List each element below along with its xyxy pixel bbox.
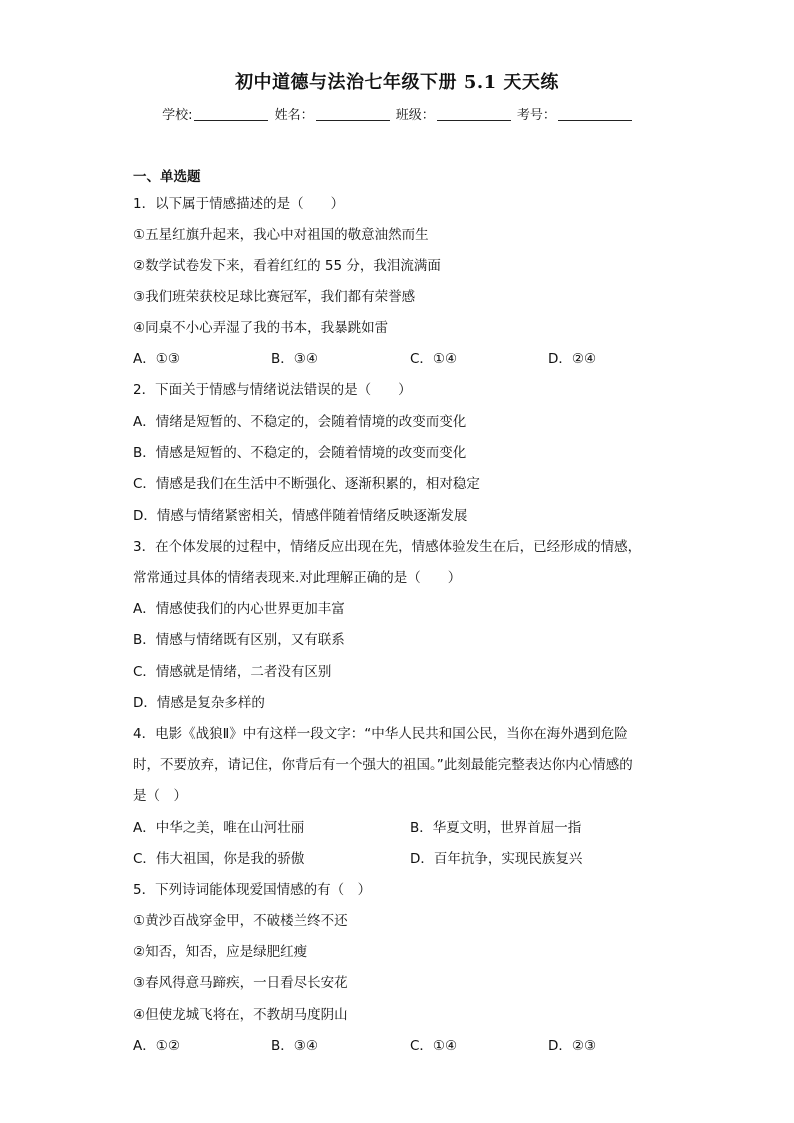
question-1-statement: ④同桌不小心弄湿了我的书本，我暴跳如雷 — [133, 320, 389, 336]
question-3-option-c[interactable]: C．情感就是情绪，二者没有区别 — [133, 664, 332, 680]
question-1-option-d[interactable]: D．②④ — [548, 351, 597, 367]
question-5-statement: ③春风得意马蹄疾，一日看尽长安花 — [133, 975, 348, 991]
exam-number-blank[interactable] — [558, 108, 632, 121]
name-field — [275, 104, 390, 123]
question-4-option-c[interactable]: C．伟大祖国，你是我的骄傲 — [133, 851, 305, 867]
exam-number-label: 考号： — [516, 108, 556, 123]
question-5-statement: ④但使龙城飞将在，不教胡马度阴山 — [133, 1007, 348, 1023]
question-2-option-d[interactable]: D．情感与情绪紧密相关，情感伴随着情绪反映逐渐发展 — [133, 508, 468, 524]
class-label: 班级： — [395, 108, 435, 123]
question-4-stem-continued: 时，不要放弃，请记住，你背后有一个强大的祖国。”此刻最能完整表达你内心情感的 — [133, 757, 633, 773]
name-blank[interactable] — [316, 108, 390, 121]
question-3-stem-continued: 常常通过具体的情绪表现来.对此理解正确的是（ ） — [133, 570, 462, 586]
page-title: 初中道德与法治七年级下册 5.1 天天练 — [235, 72, 559, 93]
question-5-option-b[interactable]: B．③④ — [271, 1038, 318, 1054]
question-5-statement: ①黄沙百战穿金甲，不破楼兰终不还 — [133, 913, 348, 929]
question-3-option-d[interactable]: D．情感是复杂多样的 — [133, 695, 265, 711]
question-2-option-c[interactable]: C．情感是我们在生活中不断强化、逐渐积累的，相对稳定 — [133, 476, 480, 492]
question-2-stem: 2．下面关于情感与情绪说法错误的是（ ） — [133, 382, 412, 398]
question-4-stem: 4．电影《战狼Ⅱ》中有这样一段文字：“中华人民共和国公民，当你在海外遇到危险 — [133, 726, 628, 742]
question-4-option-d[interactable]: D．百年抗争，实现民族复兴 — [410, 851, 583, 867]
name-label: 姓名： — [274, 108, 314, 123]
question-4-option-b[interactable]: B．华夏文明，世界首屈一指 — [410, 820, 582, 836]
question-1-statement: ③我们班荣获校足球比赛冠军，我们都有荣誉感 — [133, 289, 416, 305]
question-2-option-b[interactable]: B．情感是短暂的、不稳定的，会随着情境的改变而变化 — [133, 445, 467, 461]
class-blank[interactable] — [437, 108, 511, 121]
school-label: 学校: — [162, 108, 193, 123]
section-title: 一、单选题 — [133, 169, 201, 185]
question-4-option-a[interactable]: A．中华之美，唯在山河壮丽 — [133, 820, 305, 836]
question-5-option-a[interactable]: A．①② — [133, 1038, 180, 1054]
question-5-option-c[interactable]: C．①④ — [410, 1038, 458, 1054]
class-field — [396, 104, 511, 123]
question-1-option-b[interactable]: B．③④ — [271, 351, 318, 367]
question-1-option-c[interactable]: C．①④ — [410, 351, 458, 367]
student-info-line — [0, 104, 794, 123]
question-1-option-a[interactable]: A．①③ — [133, 351, 180, 367]
question-3-option-a[interactable]: A．情感使我们的内心世界更加丰富 — [133, 601, 345, 617]
question-2-option-a[interactable]: A．情绪是短暂的、不稳定的，会随着情境的改变而变化 — [133, 414, 467, 430]
question-5-option-d[interactable]: D．②③ — [548, 1038, 597, 1054]
school-blank[interactable] — [194, 108, 268, 121]
question-1-statement: ①五星红旗升起来，我心中对祖国的敬意油然而生 — [133, 227, 429, 243]
question-3-stem: 3．在个体发展的过程中，情绪反应出现在先，情感体验发生在后，已经形成的情感， — [133, 539, 642, 555]
question-3-option-b[interactable]: B．情感与情绪既有区别，又有联系 — [133, 632, 345, 648]
question-1-stem: 1．以下属于情感描述的是（ ） — [133, 196, 345, 212]
question-5-statement: ②知否，知否，应是绿肥红瘦 — [133, 944, 308, 960]
question-5-stem: 5．下列诗词能体现爱国情感的有（ ） — [133, 882, 372, 898]
question-4-stem-continued: 是（ ） — [133, 788, 187, 804]
exam-number-field — [517, 104, 632, 123]
question-1-statement: ②数学试卷发下来，看着红红的 55 分，我泪流满面 — [133, 258, 441, 274]
school-field — [162, 104, 268, 123]
